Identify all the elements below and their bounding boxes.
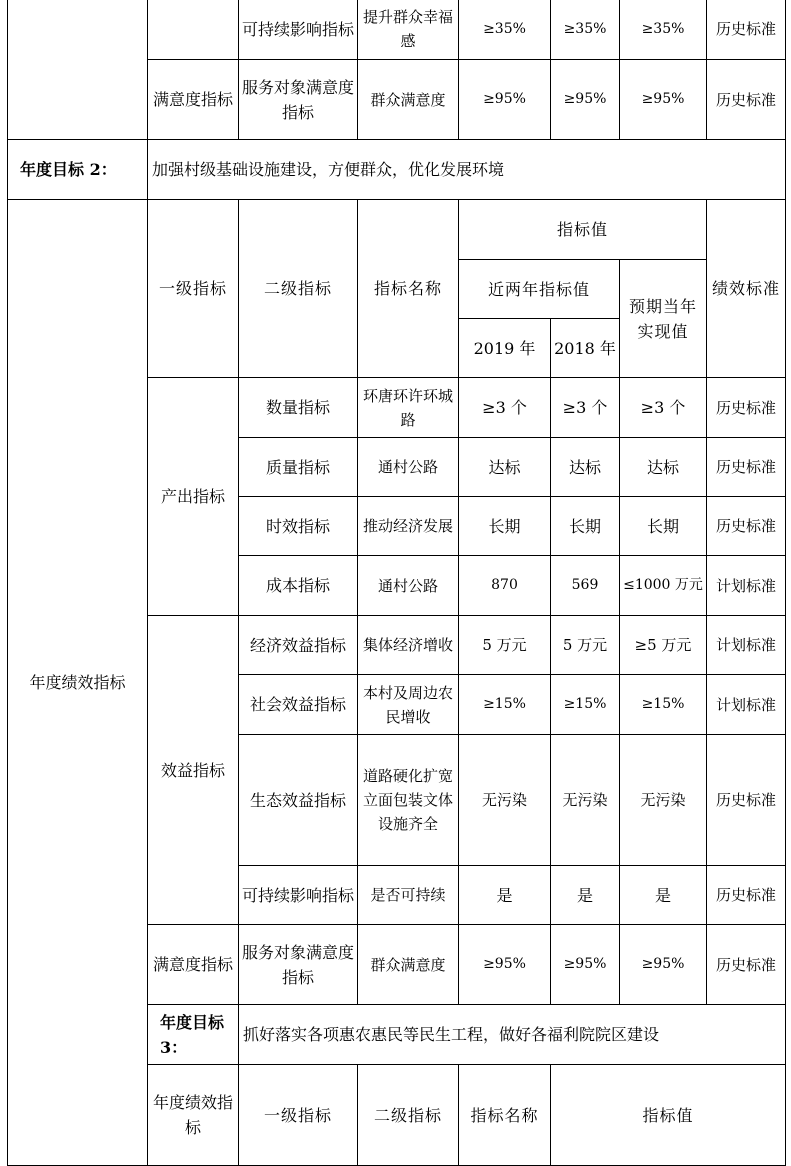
goal3-header-value: 指标值	[551, 1065, 786, 1166]
standard-cell: 计划标准	[707, 675, 786, 735]
goal2-label: 年度目标 2：	[8, 140, 148, 200]
level2-cell: 可持续影响指标	[239, 0, 358, 60]
standard-cell: 历史标准	[707, 60, 786, 140]
level2-cell: 生态效益指标	[239, 735, 358, 866]
goal3-header-indicator-name: 指标名称	[459, 1065, 551, 1166]
standard-cell: 计划标准	[707, 616, 786, 675]
top-empty-level1	[148, 0, 239, 60]
expected-value-cell: 达标	[620, 438, 707, 497]
indicator-name-cell: 通村公路	[358, 438, 459, 497]
indicator-name-cell: 本村及周边农民增收	[358, 675, 459, 735]
level2-cell: 质量指标	[239, 438, 358, 497]
value-2018-cell: ≥95%	[551, 925, 620, 1005]
value-2018-cell: ≥35%	[551, 0, 620, 60]
indicator-name-cell: 群众满意度	[358, 60, 459, 140]
header-recent-values: 近两年指标值	[459, 260, 620, 319]
value-2019-cell: 5 万元	[459, 616, 551, 675]
goal3-section-label: 年度绩效指标	[148, 1065, 239, 1166]
value-2018-cell: ≥3 个	[551, 378, 620, 438]
benefit-level1-cell: 效益指标	[148, 616, 239, 925]
section-label: 年度绩效指标	[8, 200, 148, 1166]
expected-value-cell: 是	[620, 866, 707, 925]
expected-value-cell: ≥15%	[620, 675, 707, 735]
indicator-name-cell: 群众满意度	[358, 925, 459, 1005]
standard-cell: 历史标准	[707, 438, 786, 497]
header-level1: 一级指标	[148, 200, 239, 378]
header-value: 指标值	[459, 200, 707, 260]
value-2019-cell: 达标	[459, 438, 551, 497]
expected-value-cell: 无污染	[620, 735, 707, 866]
level2-cell: 成本指标	[239, 556, 358, 616]
standard-cell: 历史标准	[707, 735, 786, 866]
expected-value-cell: ≥95%	[620, 925, 707, 1005]
indicator-name-cell: 是否可持续	[358, 866, 459, 925]
performance-table	[7, 0, 786, 1166]
value-2019-cell: 长期	[459, 497, 551, 556]
value-2018-cell: 无污染	[551, 735, 620, 866]
header-expected: 预期当年实现值	[620, 260, 707, 378]
value-2019-cell: ≥3 个	[459, 378, 551, 438]
indicator-name-cell: 提升群众幸福感	[358, 0, 459, 60]
indicator-name-cell: 环唐环许环城路	[358, 378, 459, 438]
indicator-name-cell: 集体经济增收	[358, 616, 459, 675]
level2-cell: 服务对象满意度指标	[239, 925, 358, 1005]
goal3-header-level2: 二级指标	[358, 1065, 459, 1166]
indicator-name-line: 道路硬化扩宽	[362, 767, 453, 785]
expected-value-cell: ≥3 个	[620, 378, 707, 438]
expected-value-cell: ≤1000 万元	[620, 556, 707, 616]
header-year-2019: 2019 年	[459, 319, 551, 378]
value-2018-cell: 长期	[551, 497, 620, 556]
goal2-text: 加强村级基础设施建设，方便群众，优化发展环境	[148, 140, 786, 200]
level2-cell: 社会效益指标	[239, 675, 358, 735]
expected-value-cell: ≥95%	[620, 60, 707, 140]
expected-value-cell: ≥5 万元	[620, 616, 707, 675]
standard-cell: 历史标准	[707, 497, 786, 556]
value-2019-cell: ≥95%	[459, 925, 551, 1005]
standard-cell: 计划标准	[707, 556, 786, 616]
value-2019-cell: ≥35%	[459, 0, 551, 60]
value-2018-cell: ≥95%	[551, 60, 620, 140]
value-2018-cell: 569	[551, 556, 620, 616]
value-2018-cell: ≥15%	[551, 675, 620, 735]
value-2019-cell: 无污染	[459, 735, 551, 866]
goal3-label: 年度目标 3：	[148, 1005, 239, 1065]
level2-cell: 服务对象满意度指标	[239, 60, 358, 140]
satisfaction-level1-cell: 满意度指标	[148, 925, 239, 1005]
goal3-text: 抓好落实各项惠农惠民等民生工程，做好各福利院院区建设	[239, 1005, 786, 1065]
header-year-2018: 2018 年	[551, 319, 620, 378]
indicator-name-cell: 通村公路	[358, 556, 459, 616]
indicator-name-line: 立面包装文体设施齐全	[362, 791, 453, 833]
level2-cell: 时效指标	[239, 497, 358, 556]
standard-cell: 历史标准	[707, 0, 786, 60]
standard-cell: 历史标准	[707, 378, 786, 438]
header-indicator-name: 指标名称	[358, 200, 459, 378]
value-2018-cell: 是	[551, 866, 620, 925]
header-standard: 绩效标准	[707, 200, 786, 378]
header-level2: 二级指标	[239, 200, 358, 378]
value-2019-cell: ≥15%	[459, 675, 551, 735]
value-2019-cell: 是	[459, 866, 551, 925]
value-2019-cell: ≥95%	[459, 60, 551, 140]
header-row	[8, 200, 786, 260]
indicator-name-cell	[358, 735, 459, 866]
standard-cell: 历史标准	[707, 925, 786, 1005]
level2-cell: 经济效益指标	[239, 616, 358, 675]
table-row	[8, 0, 786, 60]
value-2018-cell: 达标	[551, 438, 620, 497]
output-level1-cell: 产出指标	[148, 378, 239, 616]
expected-value-cell: ≥35%	[620, 0, 707, 60]
section-cell-blank	[8, 0, 148, 140]
value-2019-cell: 870	[459, 556, 551, 616]
value-2018-cell: 5 万元	[551, 616, 620, 675]
goal-row	[8, 140, 786, 200]
level1-cell: 满意度指标	[148, 60, 239, 140]
expected-value-cell: 长期	[620, 497, 707, 556]
standard-cell: 历史标准	[707, 866, 786, 925]
indicator-name-cell: 推动经济发展	[358, 497, 459, 556]
level2-cell: 可持续影响指标	[239, 866, 358, 925]
level2-cell: 数量指标	[239, 378, 358, 438]
goal3-header-level1: 一级指标	[239, 1065, 358, 1166]
